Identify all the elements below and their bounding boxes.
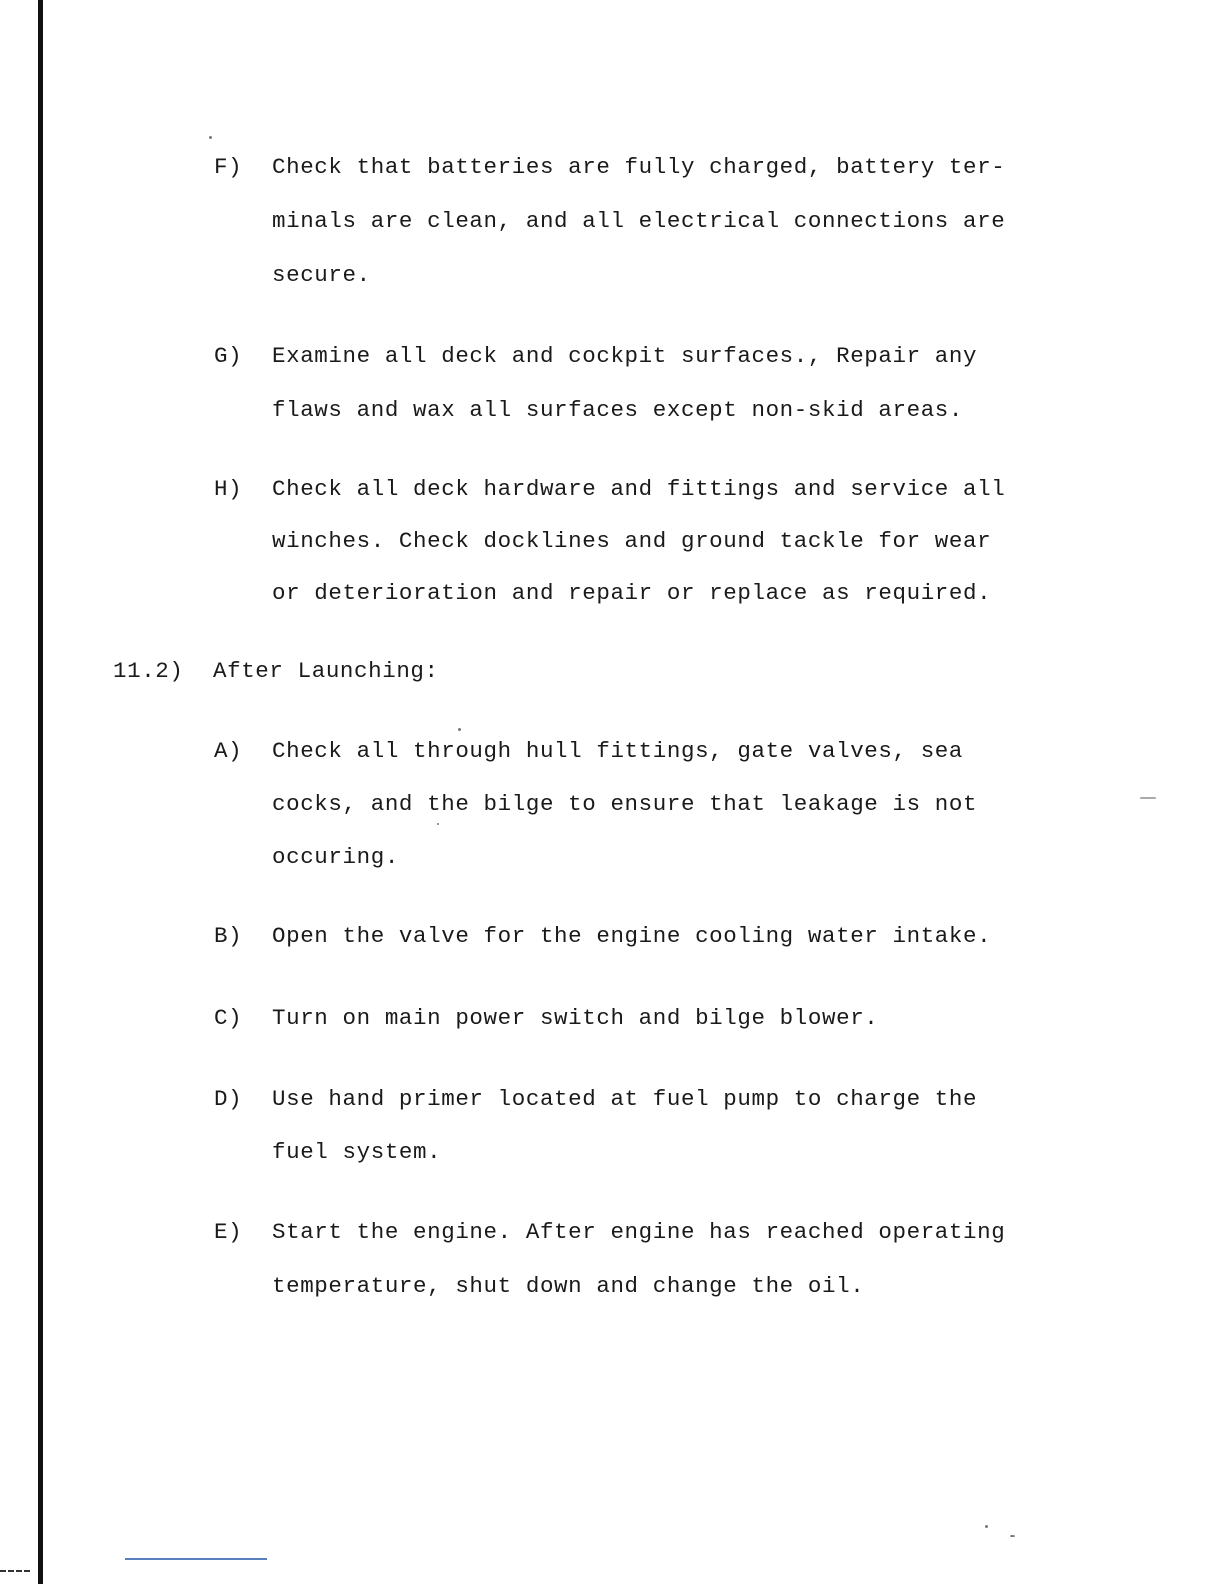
item-marker: B) bbox=[214, 923, 243, 949]
scan-speck bbox=[1010, 1535, 1015, 1537]
item-marker: H) bbox=[214, 476, 243, 502]
item-line: Examine all deck and cockpit surfaces., Repair any bbox=[272, 343, 978, 369]
page-left-border bbox=[38, 0, 43, 1584]
item-line: minals are clean, and all electrical connections are bbox=[272, 208, 1006, 234]
item-line: occuring. bbox=[272, 844, 399, 870]
section-number: 11.2) bbox=[113, 658, 184, 684]
scan-speck bbox=[1140, 797, 1156, 799]
item-line: Use hand primer located at fuel pump to charge the bbox=[272, 1086, 978, 1112]
item-line: temperature, shut down and change the oil. bbox=[272, 1273, 865, 1299]
item-line: flaws and wax all surfaces except non-skid areas. bbox=[272, 397, 964, 423]
item-line: Open the valve for the engine cooling water intake. bbox=[272, 923, 992, 949]
item-line: winches. Check docklines and ground tackle for wear bbox=[272, 528, 992, 554]
scan-speck bbox=[209, 136, 212, 139]
scan-speck bbox=[985, 1525, 988, 1528]
item-marker: D) bbox=[214, 1086, 243, 1112]
item-line: Check all deck hardware and fittings and service all bbox=[272, 476, 1006, 502]
margin-tick bbox=[0, 1570, 30, 1574]
item-marker: A) bbox=[214, 738, 243, 764]
item-line: Check all through hull fittings, gate valves, sea bbox=[272, 738, 964, 764]
item-marker: E) bbox=[214, 1219, 243, 1245]
item-line: Check that batteries are fully charged, battery ter- bbox=[272, 154, 1006, 180]
item-marker: G) bbox=[214, 343, 243, 369]
item-line: Turn on main power switch and bilge blower. bbox=[272, 1005, 879, 1031]
item-marker: C) bbox=[214, 1005, 243, 1031]
item-line: secure. bbox=[272, 262, 371, 288]
item-line: or deterioration and repair or replace as required. bbox=[272, 580, 992, 606]
section-title: After Launching: bbox=[213, 658, 439, 684]
item-line: Start the engine. After engine has reached operating bbox=[272, 1219, 1006, 1245]
item-line: fuel system. bbox=[272, 1139, 442, 1165]
item-marker: F) bbox=[214, 154, 243, 180]
item-line: cocks, and the bilge to ensure that leakage is not bbox=[272, 791, 978, 817]
footnote-rule bbox=[125, 1558, 267, 1560]
